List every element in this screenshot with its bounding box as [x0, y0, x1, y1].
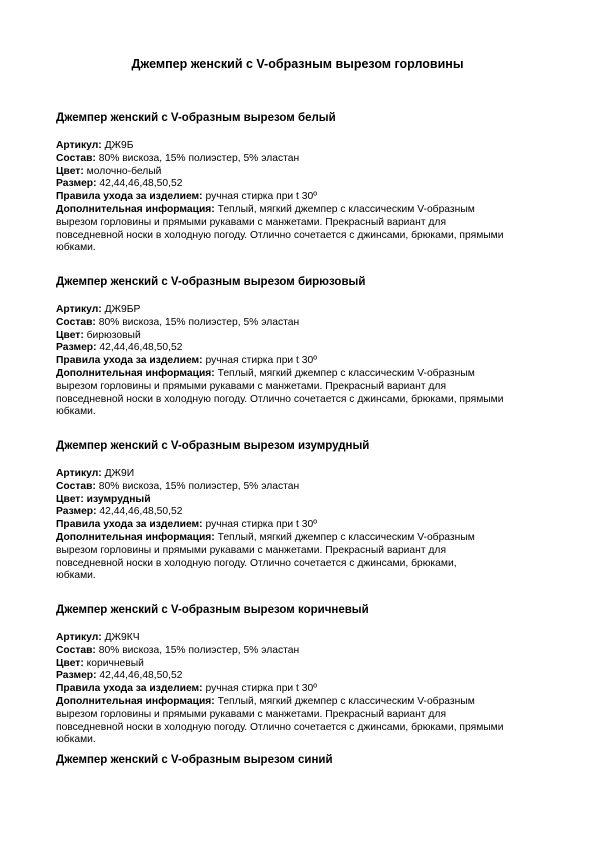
product-section-brown: [56, 603, 544, 747]
size-value: 42,44,46,48,50,52: [99, 178, 183, 190]
sku-value: ДЖ9КЧ: [104, 632, 140, 643]
product-heading: Джемпер женский с V-образным вырезом бирюзовый: [56, 276, 366, 288]
product-heading: Джемпер женский с V-образным вырезом изумрудный: [56, 440, 370, 452]
document-title: Джемпер женский с V-образным вырезом горловины: [131, 57, 464, 71]
care-label: Правила ухода за изделием:: [56, 355, 203, 367]
care-row: [56, 355, 544, 368]
care-label: Правила ухода за изделием:: [56, 191, 203, 203]
composition-value: 80% вискоза, 15% полиэстер, 5% эластан: [98, 644, 300, 656]
size-label: Размер:: [56, 506, 97, 518]
product-heading: Джемпер женский с V-образным вырезом синий: [56, 754, 333, 766]
info-label: Дополнительная информация:: [56, 531, 215, 543]
color-label: Цвет:: [56, 493, 84, 505]
info-line-1: Теплый, мягкий джемпер с классическим V-образным: [217, 531, 475, 543]
sku-label: Артикул:: [56, 304, 102, 315]
info-line-4: юбками.: [56, 242, 96, 254]
size-value: 42,44,46,48,50,52: [99, 670, 183, 682]
info-row: [56, 368, 544, 381]
composition-label: Состав:: [56, 316, 96, 328]
color-label: Цвет:: [56, 165, 84, 177]
info-line-2: вырезом горловины и прямыми рукавами с манжетами. Прекрасный вариант для: [56, 708, 447, 720]
info-line-4: юбками.: [56, 570, 96, 582]
info-line-1: Теплый, мягкий джемпер с классическим V-образным: [217, 695, 475, 707]
color-row: [56, 330, 544, 343]
size-value: 42,44,46,48,50,52: [99, 506, 183, 518]
care-label: Правила ухода за изделием:: [56, 683, 203, 695]
color-label: Цвет:: [56, 329, 84, 341]
size-label: Размер:: [56, 178, 97, 190]
color-value: молочно-белый: [86, 165, 162, 177]
info-line-4: юбками.: [56, 406, 96, 418]
care-label: Правила ухода за изделием:: [56, 519, 203, 531]
sku-value: ДЖ9БР: [104, 304, 141, 315]
composition-row: [56, 481, 544, 494]
sku-label: Артикул:: [56, 468, 102, 479]
composition-label: Состав:: [56, 644, 96, 656]
sku-row: [56, 304, 544, 317]
composition-row: [56, 645, 544, 658]
composition-row: [56, 317, 544, 330]
info-row: [56, 532, 544, 545]
product-section-turquoise: [56, 275, 544, 419]
info-row: [56, 696, 544, 709]
care-row: [56, 683, 544, 696]
info-line-3: повседневной носки в холодную погоду. Отлично сочетается с джинсами, брюками,: [56, 557, 457, 569]
color-row: [56, 658, 544, 671]
size-row: [56, 506, 544, 519]
info-label: Дополнительная информация:: [56, 695, 215, 707]
color-value: изумрудный: [86, 493, 151, 505]
info-line-1: Теплый, мягкий джемпер с классическим V-образным: [217, 203, 475, 215]
care-row: [56, 519, 544, 532]
color-row: [56, 494, 544, 507]
color-value: бирюзовый: [86, 329, 141, 341]
color-value: коричневый: [86, 657, 144, 669]
size-row: [56, 670, 544, 683]
sku-label: Артикул:: [56, 632, 102, 643]
info-line-2: вырезом горловины и прямыми рукавами с манжетами. Прекрасный вариант для: [56, 544, 447, 556]
info-line-2: вырезом горловины и прямыми рукавами с манжетами. Прекрасный вариант для: [56, 380, 447, 392]
sku-value: ДЖ9И: [104, 468, 135, 479]
sku-row: [56, 140, 544, 153]
sku-value: ДЖ9Б: [104, 140, 134, 151]
care-value: ручная стирка при t 30º: [205, 191, 317, 203]
info-line-3: повседневной носки в холодную погоду. Отлично сочетается с джинсами, брюками, прямыми: [56, 229, 504, 241]
product-heading: Джемпер женский с V-образным вырезом коричневый: [56, 604, 369, 616]
care-value: ручная стирка при t 30º: [205, 355, 317, 367]
sku-row: [56, 632, 544, 645]
info-label: Дополнительная информация:: [56, 367, 215, 379]
sku-row: [56, 468, 544, 481]
info-line-4: юбками.: [56, 734, 96, 746]
color-row: [56, 166, 544, 179]
info-row: [56, 204, 544, 217]
size-row: [56, 342, 544, 355]
care-value: ручная стирка при t 30º: [205, 519, 317, 531]
composition-row: [56, 153, 544, 166]
care-row: [56, 191, 544, 204]
info-line-1: Теплый, мягкий джемпер с классическим V-образным: [217, 367, 475, 379]
care-value: ручная стирка при t 30º: [205, 683, 317, 695]
info-label: Дополнительная информация:: [56, 203, 215, 215]
product-section-white: [56, 111, 544, 255]
composition-value: 80% вискоза, 15% полиэстер, 5% эластан: [98, 480, 300, 492]
size-label: Размер:: [56, 342, 97, 354]
size-label: Размер:: [56, 670, 97, 682]
info-line-3: повседневной носки в холодную погоду. Отлично сочетается с джинсами, брюками, прямыми: [56, 393, 504, 405]
composition-label: Состав:: [56, 480, 96, 492]
product-heading: Джемпер женский с V-образным вырезом белый: [56, 112, 336, 124]
composition-value: 80% вискоза, 15% полиэстер, 5% эластан: [98, 152, 300, 164]
product-section-blue: [56, 753, 544, 782]
size-row: [56, 178, 544, 191]
composition-label: Состав:: [56, 152, 96, 164]
sku-label: Артикул:: [56, 140, 102, 151]
info-line-3: повседневной носки в холодную погоду. Отлично сочетается с джинсами, брюками, прямыми: [56, 721, 504, 733]
composition-value: 80% вискоза, 15% полиэстер, 5% эластан: [98, 316, 300, 328]
info-line-2: вырезом горловины и прямыми рукавами с манжетами. Прекрасный вариант для: [56, 216, 447, 228]
size-value: 42,44,46,48,50,52: [99, 342, 183, 354]
product-section-emerald: [56, 439, 544, 583]
color-label: Цвет:: [56, 657, 84, 669]
